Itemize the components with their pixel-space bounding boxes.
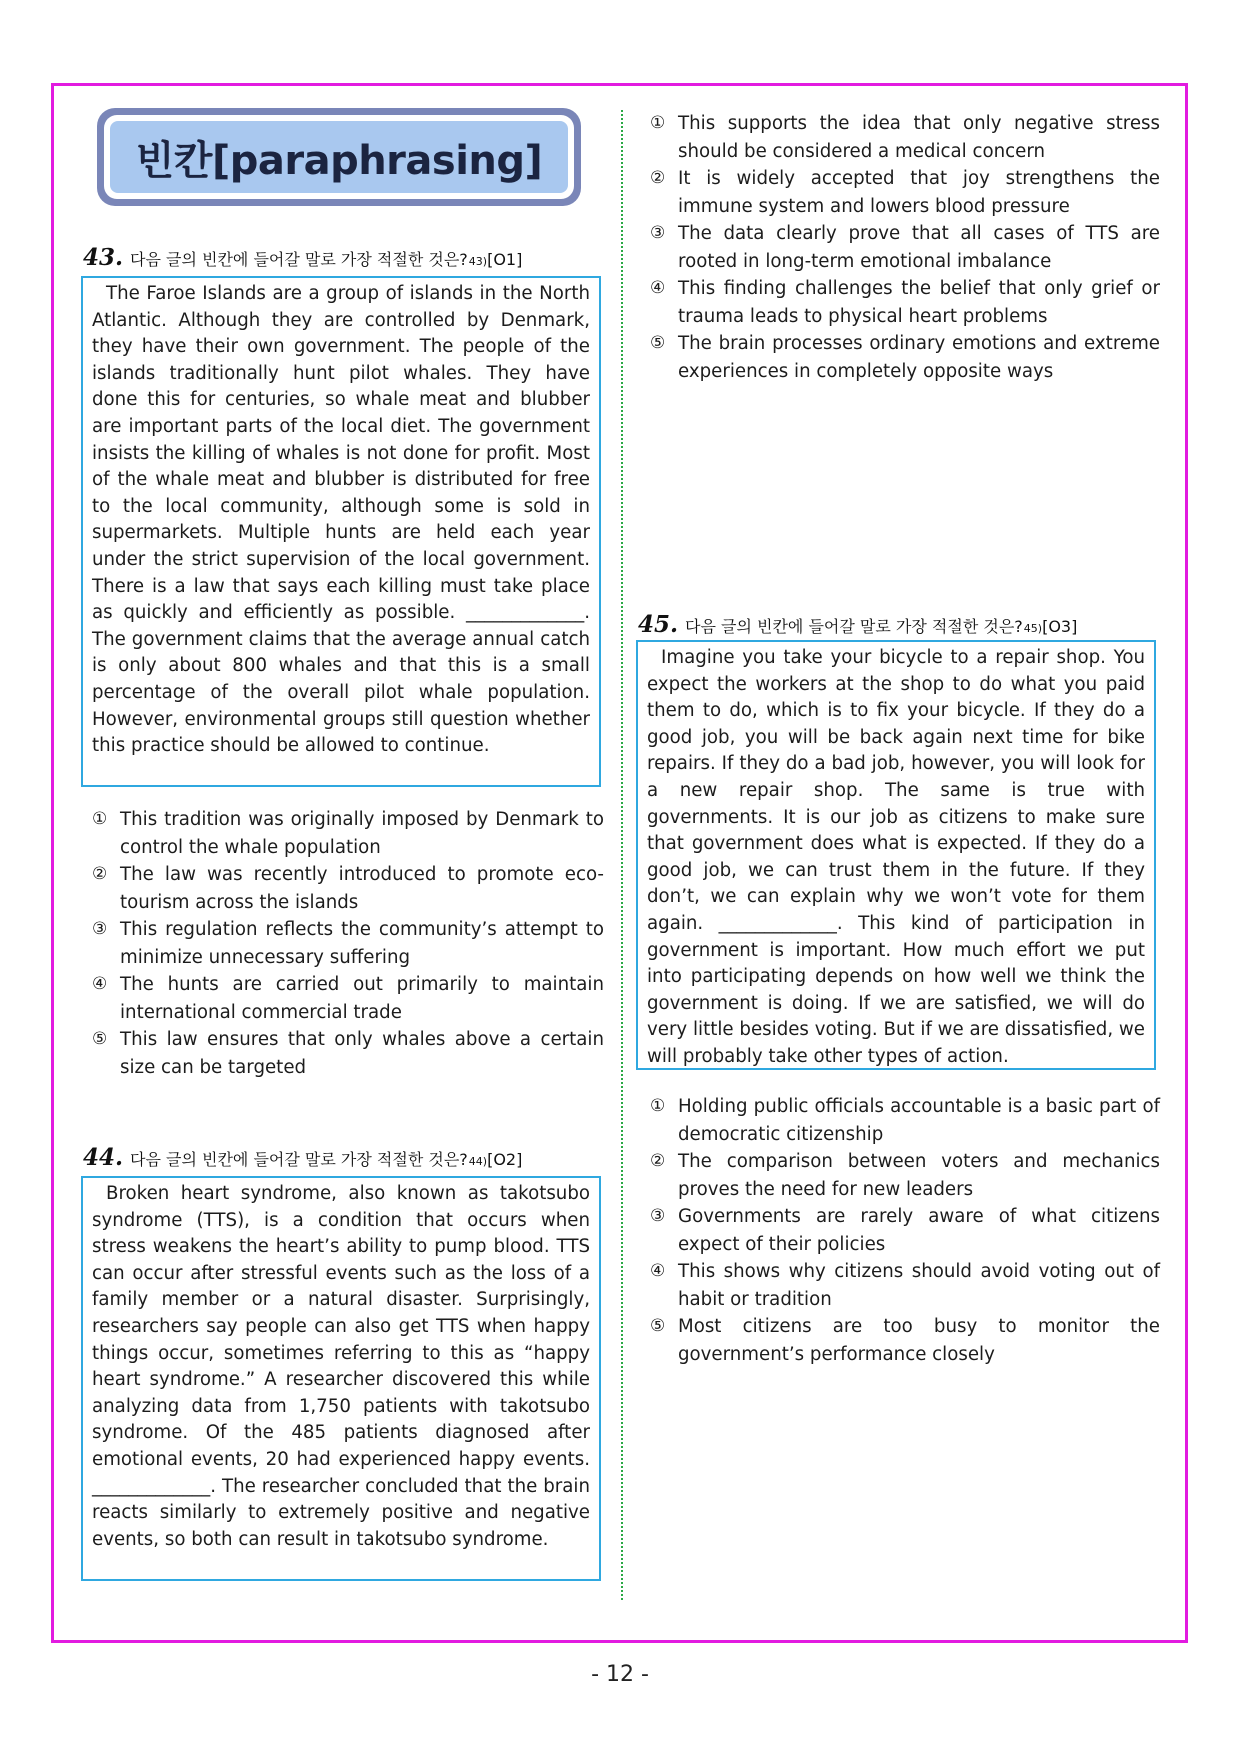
- options-44: [650, 110, 1160, 385]
- question-code: [O2]: [487, 1150, 523, 1169]
- option-1[interactable]: ① This supports the idea that only negative stress should be considered a medical concern: [650, 113, 1160, 162]
- question-prompt: 다음 글의 빈칸에 들어갈 말로 가장 적절한 것은?: [685, 617, 1023, 636]
- option-3[interactable]: ③ Governments are rarely aware of what citizens expect of their policies: [650, 1206, 1160, 1255]
- option-2[interactable]: ② The law was recently introduced to promote eco-tourism across the islands: [92, 864, 604, 913]
- options-45: [650, 1093, 1160, 1368]
- section-title: 빈칸[paraphrasing]: [110, 121, 568, 193]
- question-number: 44.: [83, 1144, 124, 1171]
- option-4[interactable]: ④ The hunts are carried out primarily to maintain international commercial trade: [92, 974, 604, 1023]
- question-prompt: 다음 글의 빈칸에 들어갈 말로 가장 적절한 것은?: [130, 250, 468, 269]
- passage-box-43: [81, 276, 601, 787]
- option-5[interactable]: ⑤ The brain processes ordinary emotions and extreme experiences in completely opposite ways: [650, 333, 1160, 382]
- option-4[interactable]: ④ This finding challenges the belief that only grief or trauma leads to physical heart problems: [650, 278, 1160, 327]
- option-3[interactable]: ③ This regulation reflects the community’s attempt to minimize unnecessary suffering: [92, 919, 604, 968]
- options-43: [92, 806, 604, 1081]
- column-divider: [621, 110, 623, 1600]
- option-2[interactable]: ② The comparison between voters and mechanics proves the need for new leaders: [650, 1151, 1160, 1200]
- passage-text: Broken heart syndrome, also known as takotsubo syndrome (TTS), is a condition that occurs when stress weakens the heart’s ability to pump blood. TTS can occur after stressful events such as the loss of a family member or a natural disaster. Surprisingly, researchers say people can also get TTS when happy things occur, sometimes referring to this as “happy heart syndrome.” A researcher discovered this while analyzing data from 1,750 patients with takotsubo syndrome. Of the 485 patients diagnosed after emotional events, 20 had experienced happy events. _____________. The researcher concluded that the brain reacts similarly to extremely positive and negative events, so both can result in takotsubo syndrome.: [92, 1183, 590, 1550]
- option-5[interactable]: ⑤ This law ensures that only whales above a certain size can be targeted: [92, 1029, 604, 1078]
- passage-box-44: [81, 1176, 601, 1581]
- footnote-ref: 44): [468, 1155, 488, 1168]
- option-5[interactable]: ⑤ Most citizens are too busy to monitor the government’s performance closely: [650, 1316, 1160, 1365]
- question-prompt: 다음 글의 빈칸에 들어갈 말로 가장 적절한 것은?: [130, 1150, 468, 1169]
- question-number: 43.: [83, 244, 124, 271]
- question-43-header: [83, 244, 522, 271]
- section-title-badge: [97, 108, 581, 206]
- option-1[interactable]: ① Holding public officials accountable is a basic part of democratic citizenship: [650, 1096, 1160, 1145]
- option-2[interactable]: ② It is widely accepted that joy strengthens the immune system and lowers blood pressure: [650, 168, 1160, 217]
- footnote-ref: 45): [1023, 622, 1043, 635]
- question-number: 45.: [638, 611, 679, 638]
- footnote-ref: 43): [468, 255, 488, 268]
- question-45-header: [638, 611, 1077, 638]
- option-4[interactable]: ④ This shows why citizens should avoid voting out of habit or tradition: [650, 1261, 1160, 1310]
- question-code: [O3]: [1042, 617, 1078, 636]
- passage-box-45: [636, 640, 1156, 1070]
- page-number: - 12 -: [591, 1662, 649, 1687]
- option-1[interactable]: ① This tradition was originally imposed by Denmark to control the whale population: [92, 809, 604, 858]
- option-3[interactable]: ③ The data clearly prove that all cases of TTS are rooted in long-term emotional imbalance: [650, 223, 1160, 272]
- passage-text: The Faroe Islands are a group of islands in the North Atlantic. Although they are controlled by Denmark, they have their own government. The people of the islands traditionally hunt pilot whales. They have done this for centuries, so whale meat and blubber are important parts of the local diet. The government insists the killing of whales is not done for profit. Most of the whale meat and blubber is distributed for free to the local community, although some is sold in supermarkets. Multiple hunts are held each year under the strict supervision of the local government. There is a law that says each killing must take place as quickly and efficiently as possible. _____________. The government claims that the average annual catch is only about 800 whales and that this is a small percentage of the overall pilot whale population. However, environmental groups still question whether this practice should be allowed to continue.: [92, 283, 590, 757]
- question-44-header: [83, 1144, 522, 1171]
- question-code: [O1]: [487, 250, 523, 269]
- passage-text: Imagine you take your bicycle to a repair shop. You expect the workers at the shop to do what you paid them to do, which is to fix your bicycle. If they do a good job, you will be back again next time for bike repairs. If they do a bad job, however, you will look for a new repair shop. The same is true with governments. It is our job as citizens to make sure that government does what is expected. If they do a good job, we can trust them in the future. If they don’t, we can explain why we won’t vote for them again. _____________. This kind of participation in government is important. How much effort we put into participating depends on how well we think the government is doing. If we are satisfied, we will do very little besides voting. But if we are dissatisfied, we will probably take other types of action.: [647, 647, 1145, 1067]
